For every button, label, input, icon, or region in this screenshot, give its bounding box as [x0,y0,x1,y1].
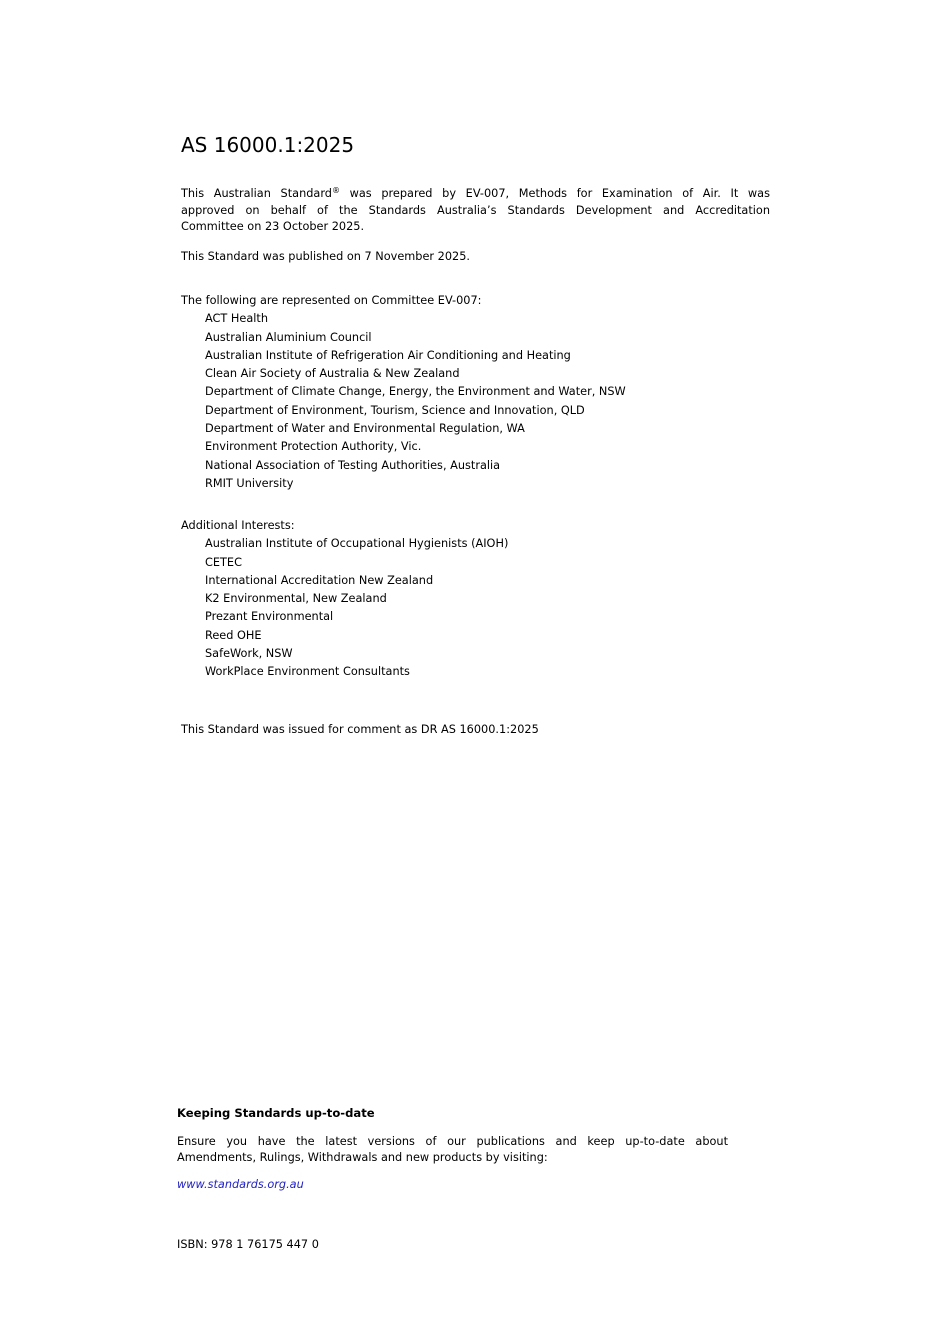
committee-member: Australian Institute of Refrigeration Air Conditioning and Heating [205,348,571,362]
published-statement: This Standard was published on 7 November 2025. [181,250,470,263]
committee-member: RMIT University [205,476,294,490]
standards-website-link[interactable]: www.standards.org.au [177,1178,304,1191]
committee-heading: The following are represented on Committee EV-007: [181,294,482,307]
committee-member: Clean Air Society of Australia & New Zealand [205,367,460,381]
committee-member: ACT Health [205,312,269,326]
draft-comment-statement: This Standard was issued for comment as DR AS 16000.1:2025 [181,723,539,736]
standard-designation: AS 16000.1:2025 [181,133,355,157]
additional-interest-member: CETEC [205,555,242,569]
additional-interest-member: K2 Environmental, New Zealand [205,592,387,606]
committee-member: Department of Climate Change, Energy, the Environment and Water, NSW [205,385,626,399]
additional-interest-member: Australian Institute of Occupational Hygienists (AIOH) [205,537,509,551]
additional-interests-list [181,535,508,681]
committee-section [181,292,626,493]
additional-interests-heading: Additional Interests: [181,519,295,532]
preparation-text-prefix: This Australian Standard [181,187,332,200]
preparation-paragraph-line-3: Committee on 23 October 2025. [181,220,365,233]
update-info-line-1: Ensure you have the latest versions of our publications and keep up-to-date about [177,1135,728,1148]
isbn-text: ISBN: 978 1 76175 447 0 [177,1238,319,1251]
additional-interest-member: International Accreditation New Zealand [205,573,434,587]
committee-member: Department of Water and Environmental Regulation, WA [205,422,525,436]
additional-interest-member: WorkPlace Environment Consultants [205,665,410,679]
registered-trademark-symbol: ® [331,186,340,195]
committee-list [181,310,626,493]
committee-member: National Association of Testing Authorities, Australia [205,458,501,472]
additional-interest-member: Prezant Environmental [205,610,334,624]
committee-member: Department of Environment, Tourism, Science and Innovation, QLD [205,403,585,417]
additional-interests-section [181,517,508,682]
update-info-paragraph [177,1134,728,1166]
committee-member: Australian Aluminium Council [205,330,372,344]
preparation-paragraph-line-2: approved on behalf of the Standards Australia’s Standards Development and Accreditation [181,204,770,217]
preparation-paragraph-line-1 [181,186,770,203]
committee-member: Environment Protection Authority, Vic. [205,440,422,454]
keeping-standards-heading: Keeping Standards up-to-date [177,1106,375,1120]
preparation-paragraph [181,186,770,235]
additional-interest-member: SafeWork, NSW [205,647,293,661]
preparation-text-suffix: was prepared by EV-007, Methods for Examination of Air. It was [339,187,770,200]
additional-interest-member: Reed OHE [205,628,262,642]
update-info-line-2: Amendments, Rulings, Withdrawals and new products by visiting: [177,1151,548,1164]
